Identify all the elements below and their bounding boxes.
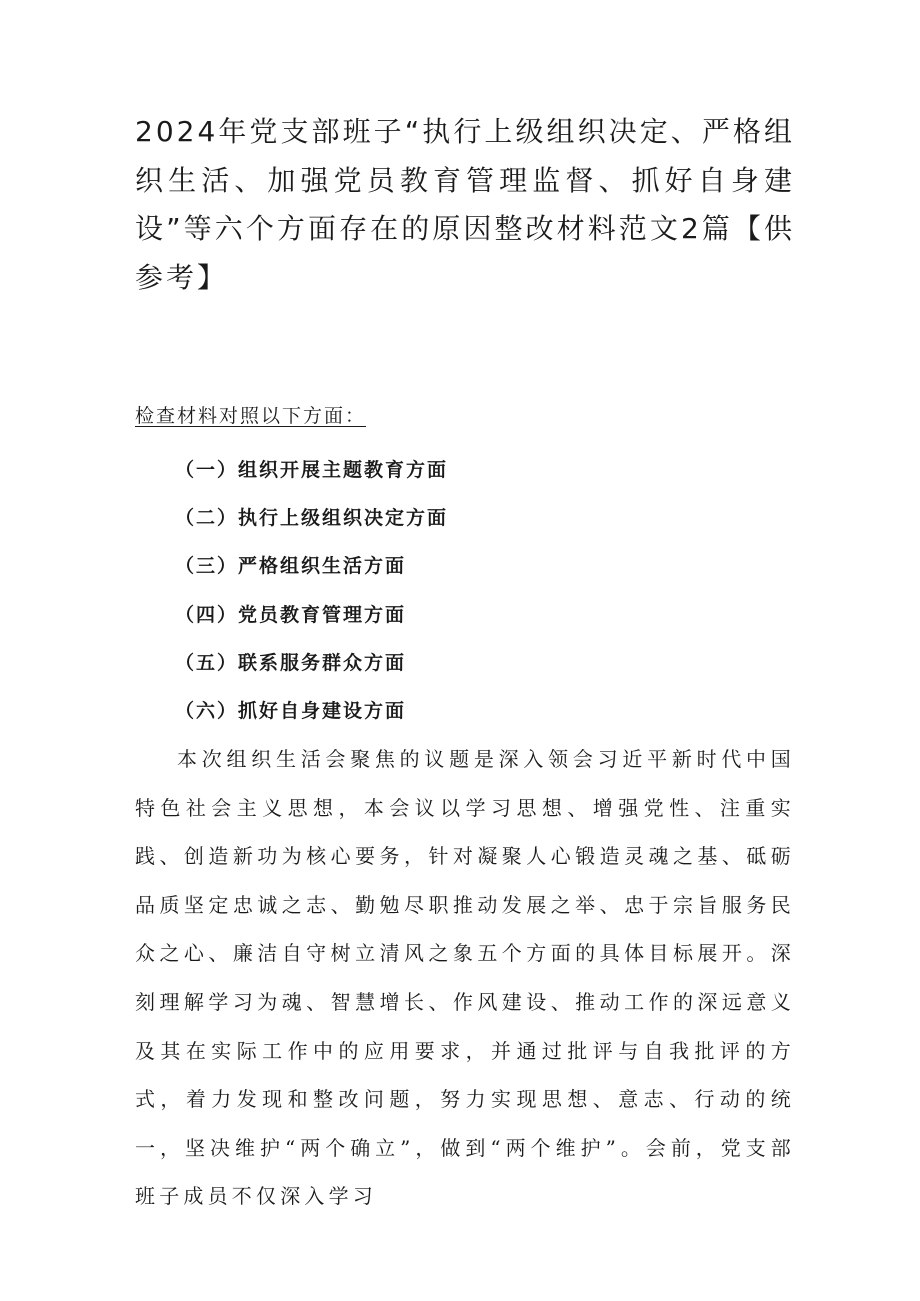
aspect-list xyxy=(175,446,448,735)
document-subtitle: 检查材料对照以下方面： xyxy=(135,405,367,427)
aspect-item-5: （五）联系服务群众方面 xyxy=(175,651,407,674)
aspect-item-1: （一）组织开展主题教育方面 xyxy=(175,459,449,481)
aspect-item-6: （六）抓好自身建设方面 xyxy=(175,699,407,722)
body-paragraph: 本次组织生活会聚焦的议题是深入领会习近平新时代中国特色社会主义思想，本会议以学习思想、增强党性、注重实践、创造新功为核心要务，针对凝聚人心锻造灵魂之基、砥砺品质坚定忠诚之志、勤勉尽职推动发展之举、忠于宗旨服务民众之心、廉洁自守树立清风之象五个方面的具体目标展开。深刻理解学习为魂、智慧增长、作风建设、推动工作的深远意义及其在实际工作中的应用要求，并通过批评与自我批评的方式，着力发现和整改问题，努力实现思想、意志、行动的统一，坚决维护“两个确立”，做到“两个维护”。会前，党支部班子成员不仅深入学习 xyxy=(135,747,795,1209)
aspect-item-2: （二）执行上级组织决定方面 xyxy=(175,507,449,530)
document-title: 2024年党支部班子“执行上级组织决定、严格组织生活、加强党员教育管理监督、抓好自身建设”等六个方面存在的原因整改材料范文2篇【供参考】 xyxy=(135,115,795,294)
aspect-item-3: （三）严格组织生活方面 xyxy=(175,555,407,578)
aspect-item-4: （四）党员教育管理方面 xyxy=(175,603,407,626)
